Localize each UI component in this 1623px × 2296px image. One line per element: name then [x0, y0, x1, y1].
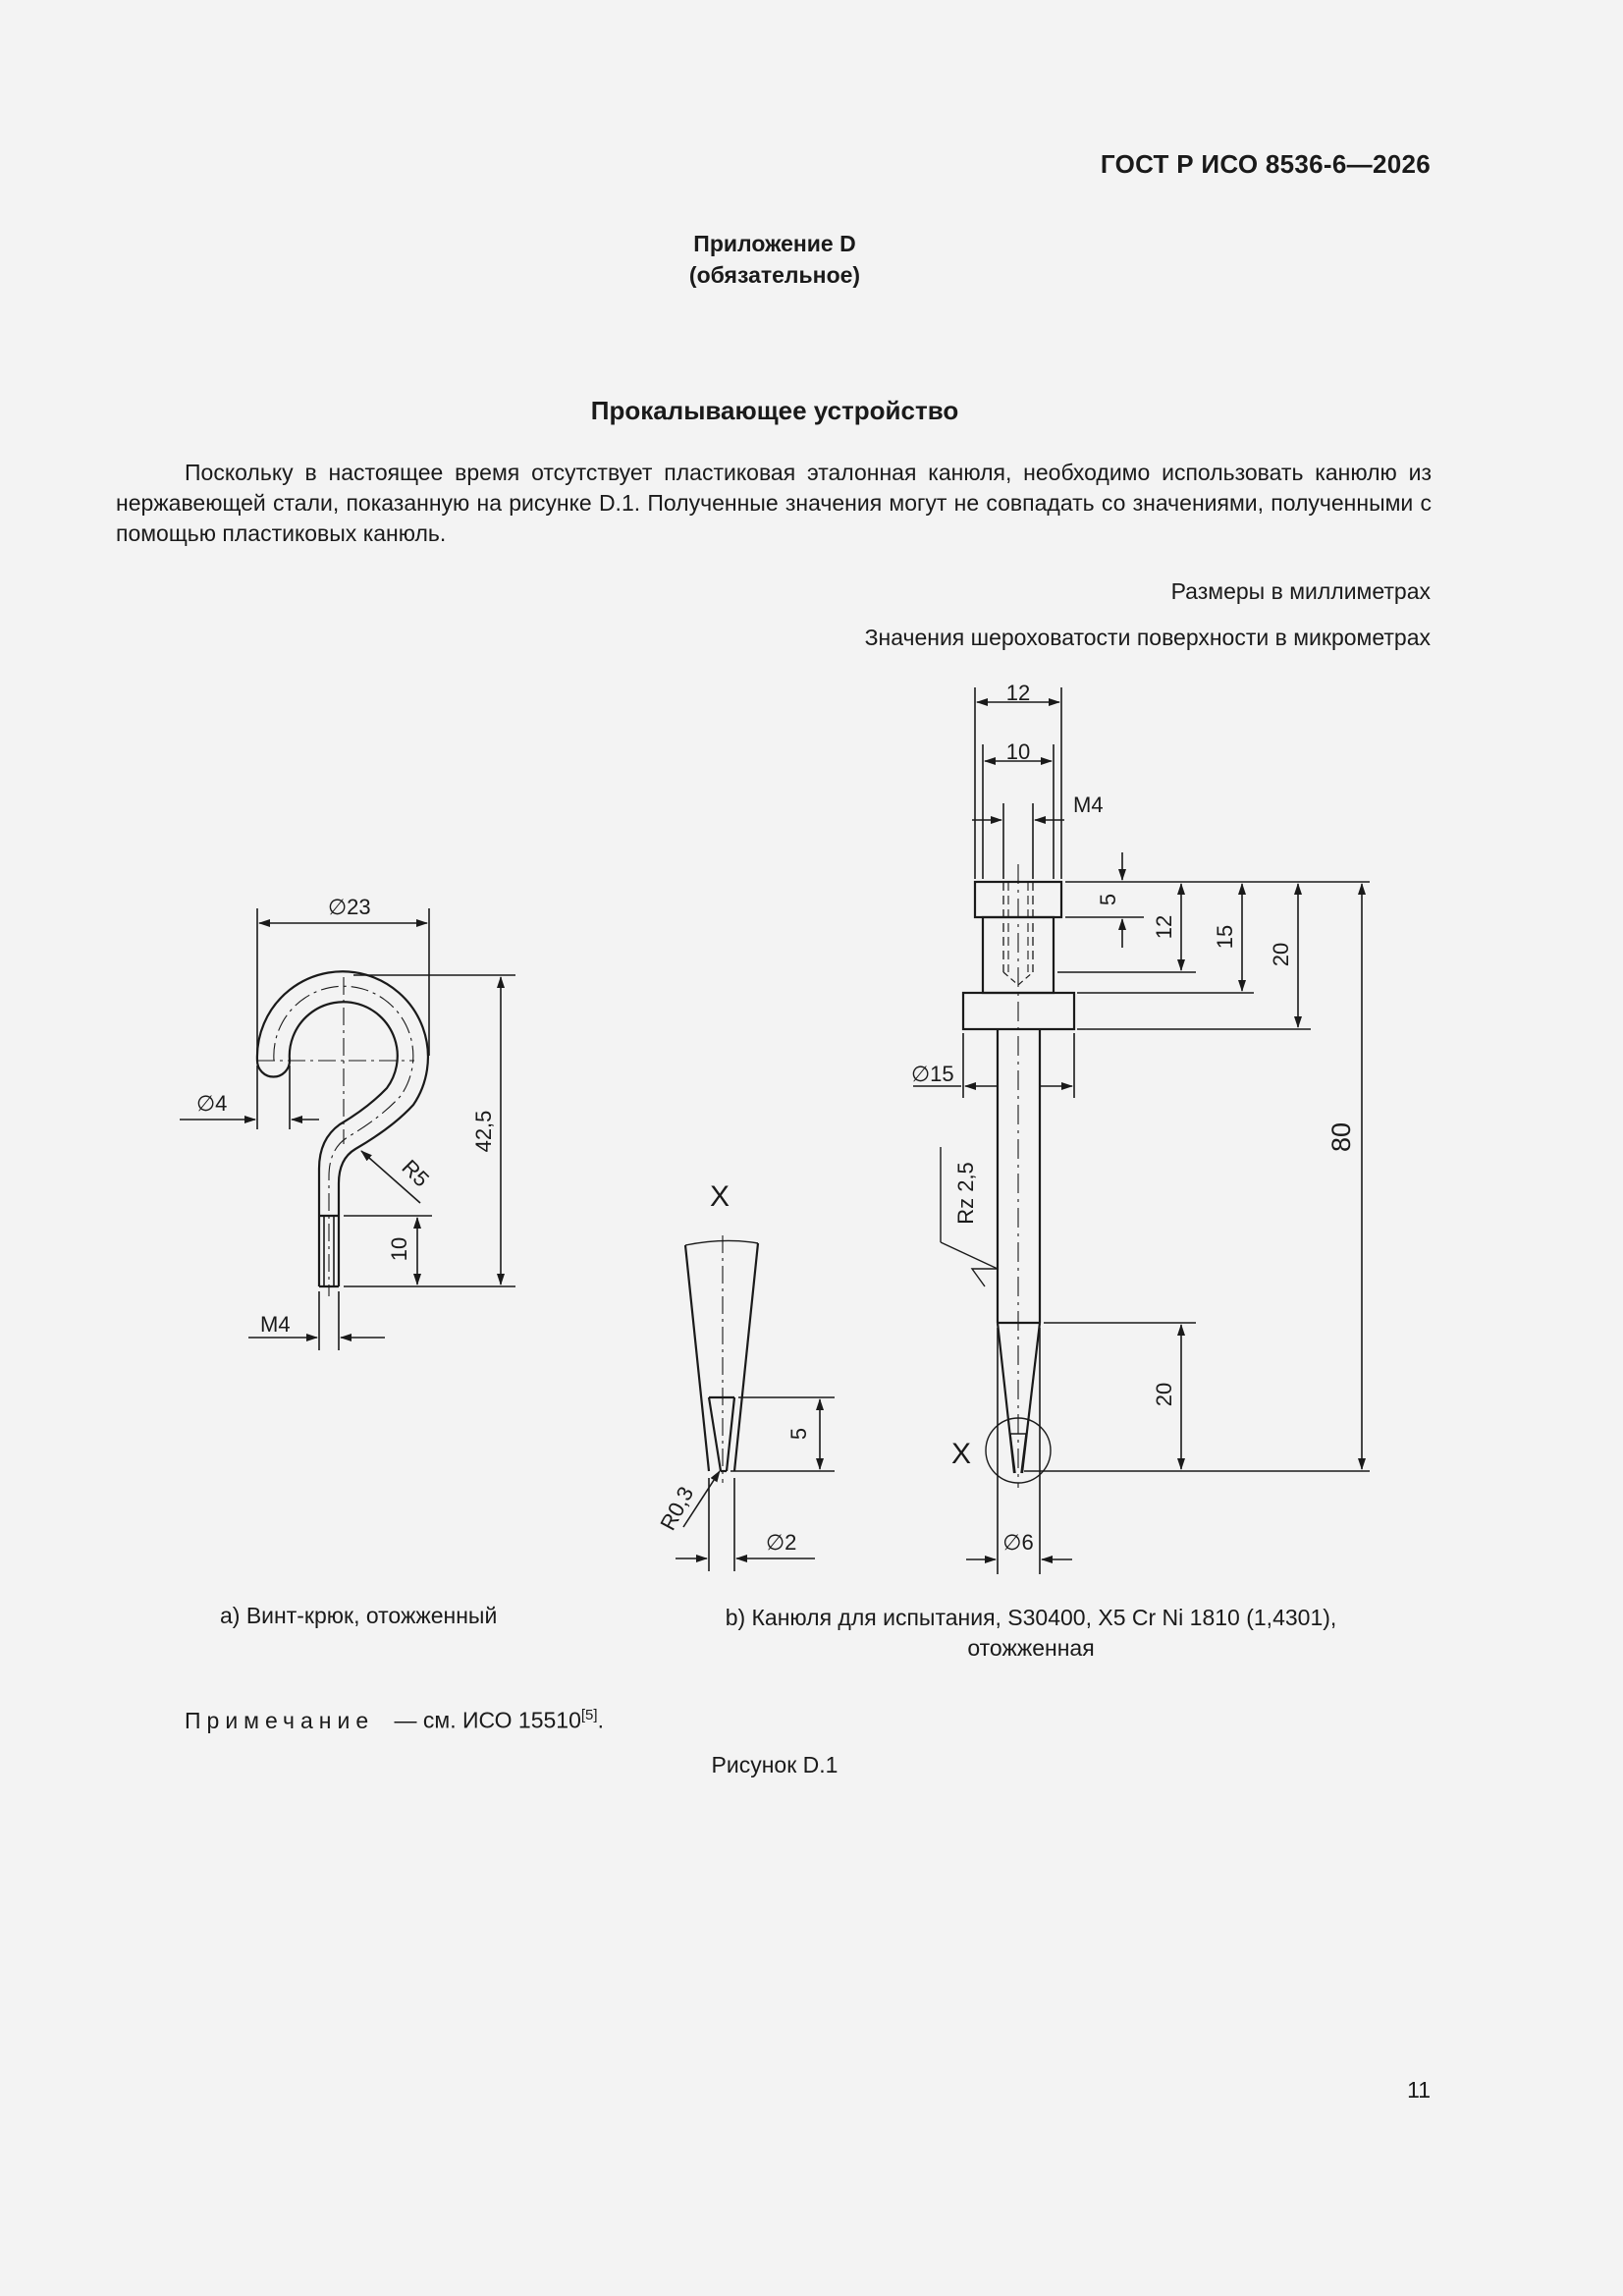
hook-wire-label: ∅4	[196, 1091, 228, 1116]
cannula-collar-label: ∅15	[911, 1062, 954, 1086]
caption-b	[687, 1603, 1375, 1664]
cannula-detail-marker: X	[951, 1438, 972, 1470]
annex-status: (обязательное)	[688, 262, 861, 288]
caption-a: a) Винт-крюк, отожженный	[220, 1603, 498, 1628]
note-reference: [5]	[580, 1707, 598, 1723]
hook-thread-length-label: 10	[387, 1236, 411, 1262]
detail-depth-label: 5	[786, 1427, 811, 1441]
cannula-tip-diameter-label: ∅6	[1002, 1530, 1034, 1555]
cannula-drawing	[913, 687, 1370, 1574]
cannula-dim-15: 15	[1213, 924, 1237, 950]
cannula-dim-5: 5	[1096, 893, 1120, 906]
hook-drawing	[180, 908, 515, 1350]
cannula-thread-label: M4	[1073, 793, 1104, 817]
note-label: Примечание	[185, 1707, 375, 1733]
detail-radius-label: R0,3	[655, 1482, 699, 1535]
annex-title: Приложение D	[693, 231, 856, 256]
standard-code: ГОСТ Р ИСО 8536-6—2026	[1100, 149, 1431, 179]
caption-b-line2: отожженная	[967, 1635, 1095, 1661]
hook-diameter-label: ∅23	[328, 895, 371, 919]
page-number: 11	[1407, 2077, 1431, 2103]
hook-thread-label: M4	[260, 1312, 291, 1337]
note-end: .	[597, 1707, 604, 1733]
detail-diameter-label: ∅2	[766, 1530, 797, 1555]
hook-height-label: 42,5	[471, 1110, 496, 1153]
cannula-dim-20-top: 20	[1269, 942, 1293, 967]
body-paragraph-text: Поскольку в настоящее время отсутствует пластиковая эталонная канюля, необходимо использовать канюлю из нержавеющей стали, показанную на рисунке D.1. Полученные значения могут не совпадать со значениями, полученными с помощью пластиковых канюль.	[116, 460, 1432, 546]
section-title: Прокалывающее устройство	[590, 396, 959, 425]
cannula-roughness-label: Rz 2,5	[953, 1162, 978, 1225]
cannula-dim-12: 12	[1152, 914, 1176, 940]
figure-note	[185, 1707, 604, 1734]
hook-radius-label: R5	[397, 1154, 435, 1192]
detail-x-marker: X	[710, 1180, 730, 1213]
cannula-length-label: 80	[1326, 1121, 1356, 1153]
cannula-tip-length-label: 20	[1152, 1382, 1176, 1407]
units-roughness: Значения шероховатости поверхности в микрометрах	[864, 625, 1431, 650]
caption-b-line1: b) Канюля для испытания, S30400, X5 Cr Ni 1810 (1,4301),	[725, 1605, 1337, 1630]
detail-x-drawing	[676, 1235, 835, 1571]
cannula-dim-10-top: 10	[1005, 739, 1031, 764]
figure-title: Рисунок D.1	[711, 1752, 839, 1777]
units-dimensions: Размеры в миллиметрах	[1170, 578, 1431, 604]
cannula-dim-12-top: 12	[1005, 681, 1031, 705]
note-text: — см. ИСО 15510	[388, 1707, 581, 1733]
